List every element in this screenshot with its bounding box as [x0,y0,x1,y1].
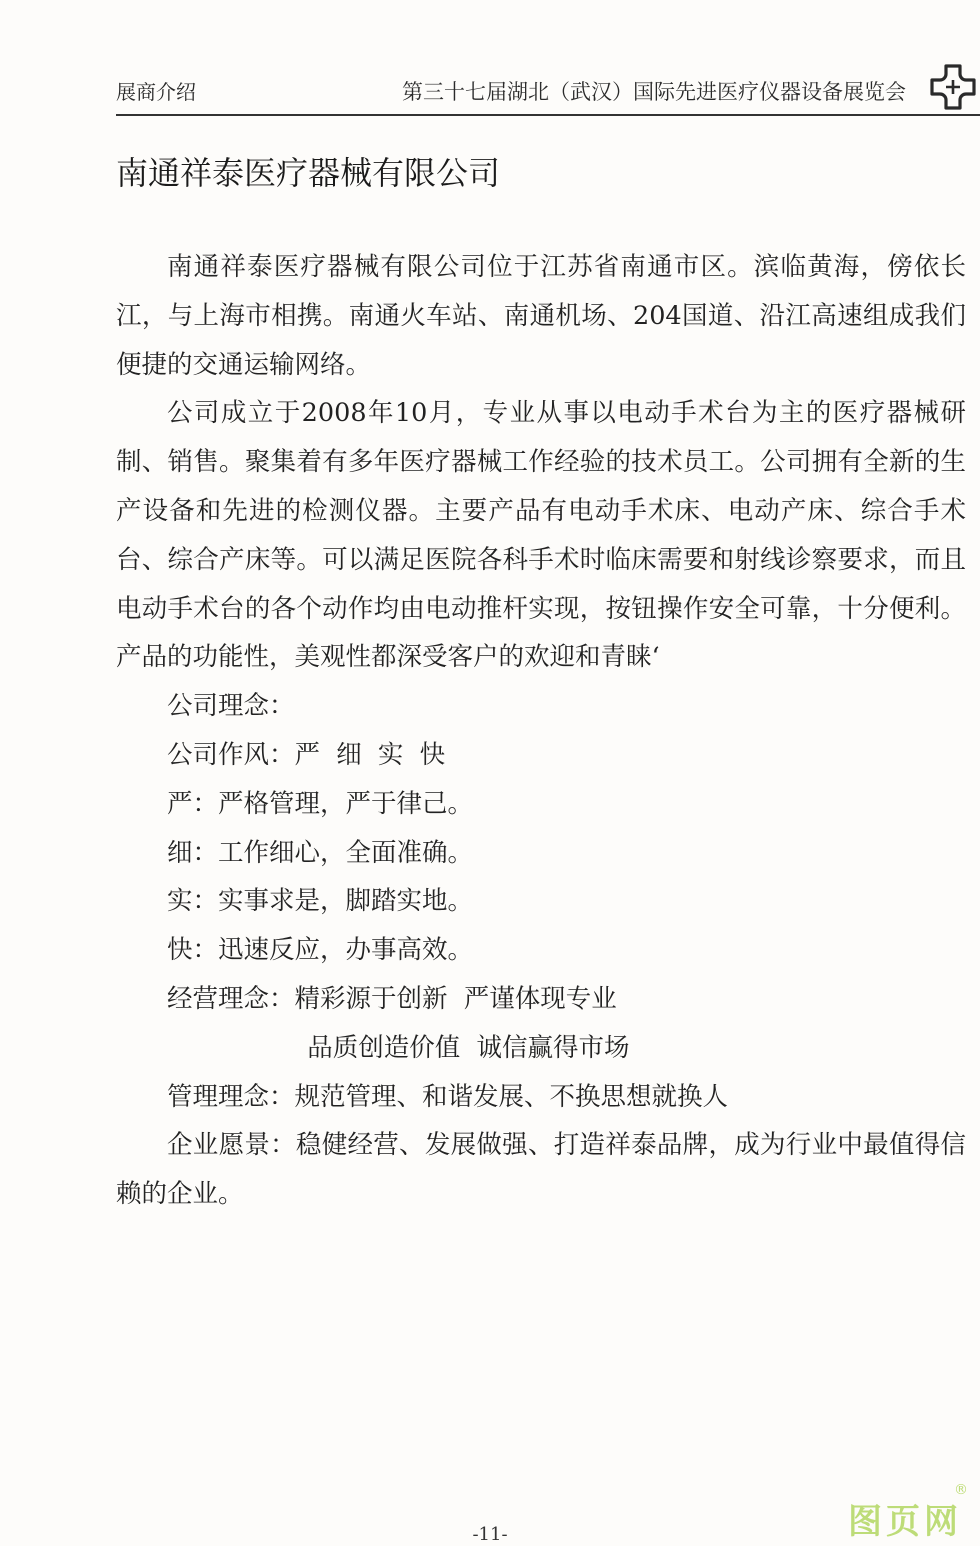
management-philosophy-line: 管理理念：规范管理、和谐发展、不换思想就换人 [167,1081,729,1112]
careful-line: 细：工作细心，全面准确。 [167,837,474,868]
philosophy-heading: 公司理念： [167,691,295,722]
company-title: 南通祥泰医疗器械有限公司 [116,154,501,192]
fast-line: 快：迅速反应，办事高效。 [167,935,474,966]
strict-line: 严：严格管理，严于律己。 [167,788,474,819]
business-philosophy-line: 经营理念：精彩源于创新 严谨体现专业 [167,983,617,1014]
watermark-text: 图页网 [848,1502,962,1542]
practical-line: 实：实事求是，脚踏实地。 [167,886,474,917]
company-description [116,243,966,1219]
company-style-line: 公司作风：严 细 实 快 [167,739,446,770]
header-exhibition-title: 第三十七届湖北（武汉）国际先进医疗仪器设备展览会 [402,80,906,104]
vision-paragraph: 企业愿景：稳健经营、发展做强、打造祥泰品牌，成为行业中最值得信赖的企业。 [116,1130,966,1210]
header-section-label: 展商介绍 [116,80,196,104]
intro-paragraph: 南通祥泰医疗器械有限公司位于江苏省南通市区。滨临黄海，傍依长江，与上海市相携。南通火车站、南通机场、204国道、沿江高速组成我们便捷的交通运输网络。 [116,252,966,380]
header-divider [116,114,980,116]
page-header [116,62,980,114]
page-number: -11- [472,1524,508,1545]
registered-mark: ® [954,1482,968,1498]
site-watermark [848,1482,968,1543]
business-philosophy-continuation: 品质创造价值 诚信赢得市场 [307,1032,630,1063]
exhibition-cross-logo-icon [928,62,978,112]
profile-paragraph: 公司成立于2008年10月，专业从事以电动手术台为主的医疗器械研制、销售。聚集着有多年医疗器械工作经验的技术员工。公司拥有全新的生产设备和先进的检测仪器。主要产品有电动手术床、电动产床、综合手术台、综合产床等。可以满足医院各科手术时临床需要和射线诊察要求，而且电动手术台的各个动作均由电动推杆实现，按钮操作安全可靠，十分便利。产品的功能性，美观性都深受客户的欢迎和青睐‘ [116,398,966,673]
